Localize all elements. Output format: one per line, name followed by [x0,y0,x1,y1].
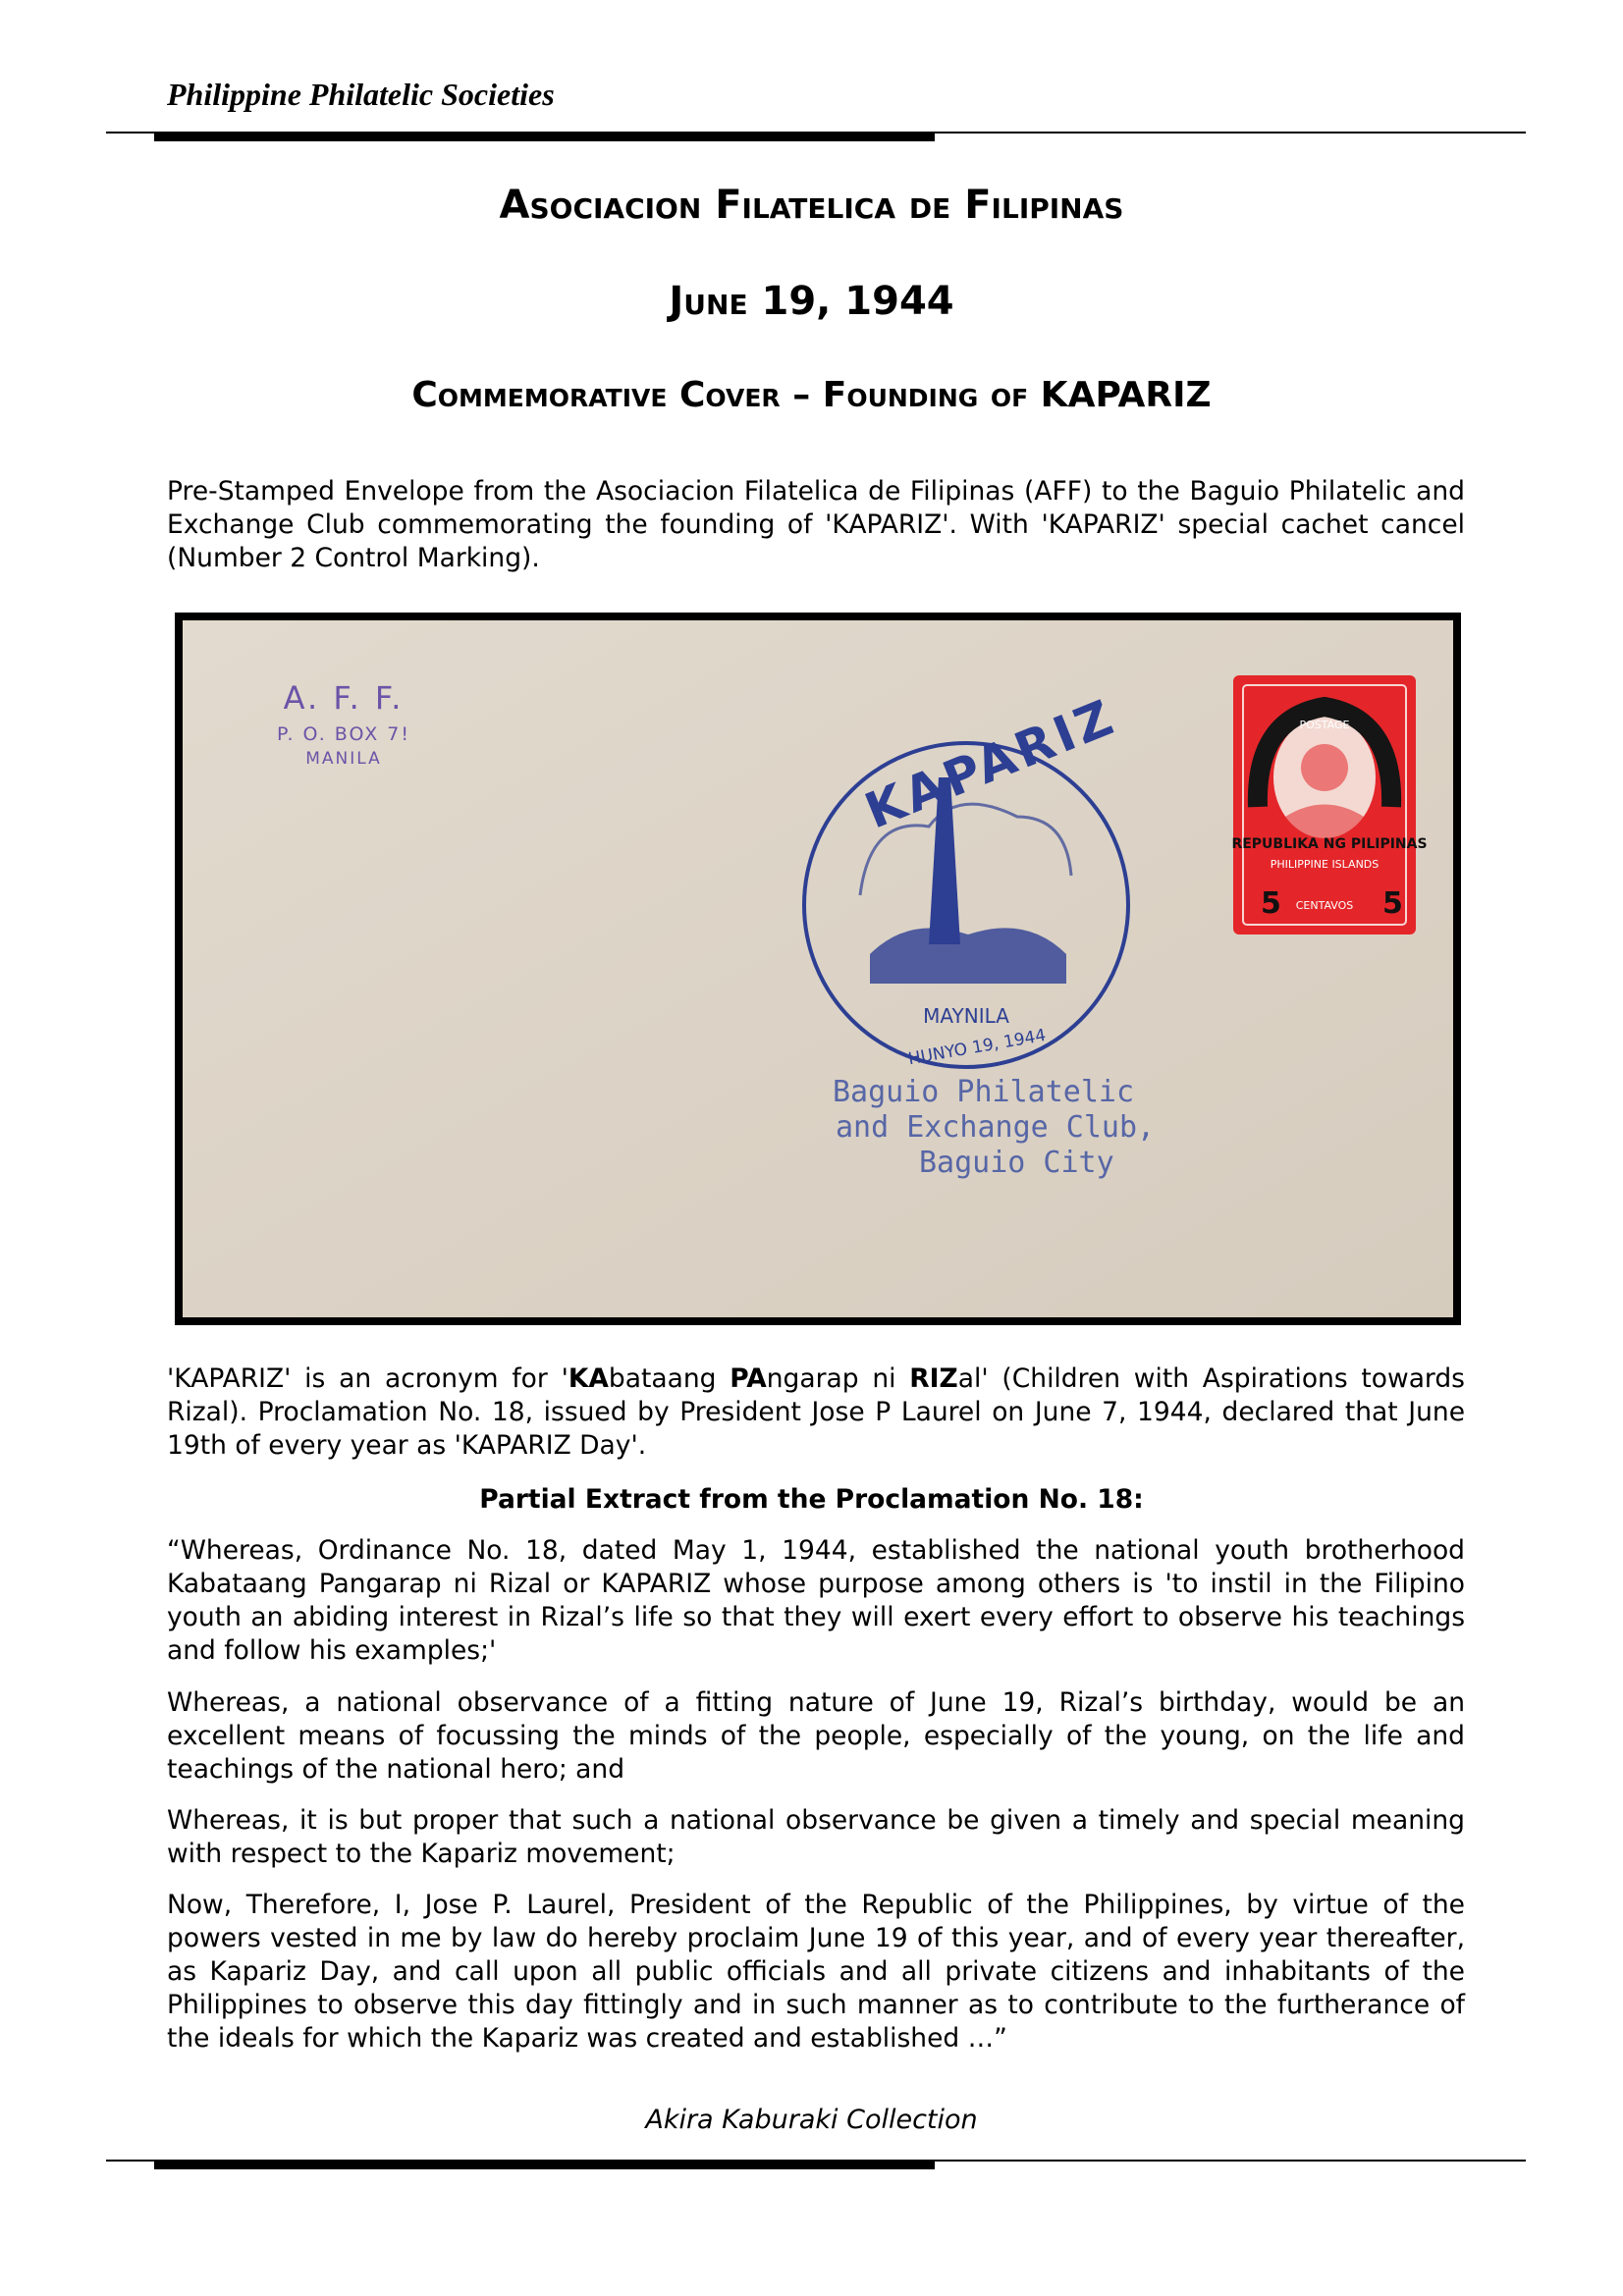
stamp-denomination: CENTAVOS [1295,899,1354,912]
addressee-line: Baguio Philatelic [833,1075,1135,1109]
intro-paragraph: Pre-Stamped Envelope from the Asociacion Filatelica de Filipinas (AFF) to the Baguio Philatelic and Exchange Club commemorating the founding of 'KAPARIZ'. With 'KAPARIZ' special cachet cancel (Number 2 Control Marking). [167,476,1465,573]
addressee-line: and Exchange Club, [836,1110,1156,1145]
return-address-line: MANILA [305,749,382,769]
extract-paragraph: “Whereas, Ordinance No. 18, dated May 1, 1944, established the national youth brotherhood Kabataang Pangarap ni Rizal or KAPARIZ whose purpose among others is 'to instil in the Filipino youth an abiding interest in Rizal’s life so that they will exert every effort to observe his teachings and follow his examples;' [167,1535,1465,1666]
stamp-country: PHILIPPINE ISLANDS [1270,858,1380,871]
acronym-bold-pa: PA [730,1363,767,1394]
extract-paragraph: Whereas, a national observance of a fitting nature of June 19, Rizal’s birthday, would be an excellent means of focussing the minds of the people, especially of the young, on the life and teachings of the national hero; and [167,1687,1465,1785]
extract-paragraph: Now, Therefore, I, Jose P. Laurel, President of the Republic of the Philippines, by virtue of the powers vested in me by law do hereby proclaim June 19 of this year, and of every year thereafter, as Kapariz Day, and call upon all public officials and all private citizens and inhabitants of the Philippines to observe this day fittingly and in such manner as to contribute to the furtherance of the ideals for which the Kapariz was created and established …” [167,1890,1465,2054]
stamp-postage: POSTAGE [1299,719,1350,731]
acronym-text: bataang [608,1363,730,1394]
cancel-city: MAYNILA [923,1004,1009,1028]
acronym-text: al' (Children with Aspirations towards Rizal). Proclamation No. 18, issued by President Jose P Laurel on June 7, 1944, declared that June 19th of every year as 'KAPARIZ Day'. [167,1363,1465,1461]
cancel-date: HUNYO 19, 1944 [906,1025,1048,1070]
stamp-overprint: REPUBLIKA NG PILIPINAS [1231,836,1428,852]
extract-paragraph: Whereas, it is but proper that such a national observance be given a timely and special meaning with respect to the Kapariz movement; [167,1805,1465,1869]
acronym-text: ngarap ni [766,1363,910,1394]
return-address-line: P. O. BOX 7! [276,723,411,745]
acronym-text: 'KAPARIZ' is an acronym for ' [167,1363,568,1394]
stamp-value-right: 5 [1382,886,1403,921]
extract-heading: Partial Extract from the Proclamation No. 18: [479,1484,1144,1515]
acronym-bold-ka: KA [568,1363,609,1394]
header-rule-bold [154,133,935,141]
society-title: Asociacion Filatelica de Filipinas [499,183,1124,228]
stamp [1231,675,1427,934]
acronym-paragraph [167,1362,1465,1463]
cancel-top-text: KAPARIZ [857,687,1124,840]
date-title: June 19, 1944 [669,279,954,324]
footer-rule-bold [154,2161,935,2169]
footer-credit: Akira Kaburaki Collection [645,2105,978,2135]
stamp-value-left: 5 [1261,886,1281,921]
addressee-line: Baguio City [919,1146,1114,1180]
running-header: Philippine Philatelic Societies [167,77,555,112]
cover-image [175,613,1461,1325]
acronym-bold-riz: RIZ [909,1363,958,1394]
subject-title: Commemorative Cover – Founding of KAPARIZ [411,375,1212,415]
return-address-line: A. F. F. [283,679,405,717]
